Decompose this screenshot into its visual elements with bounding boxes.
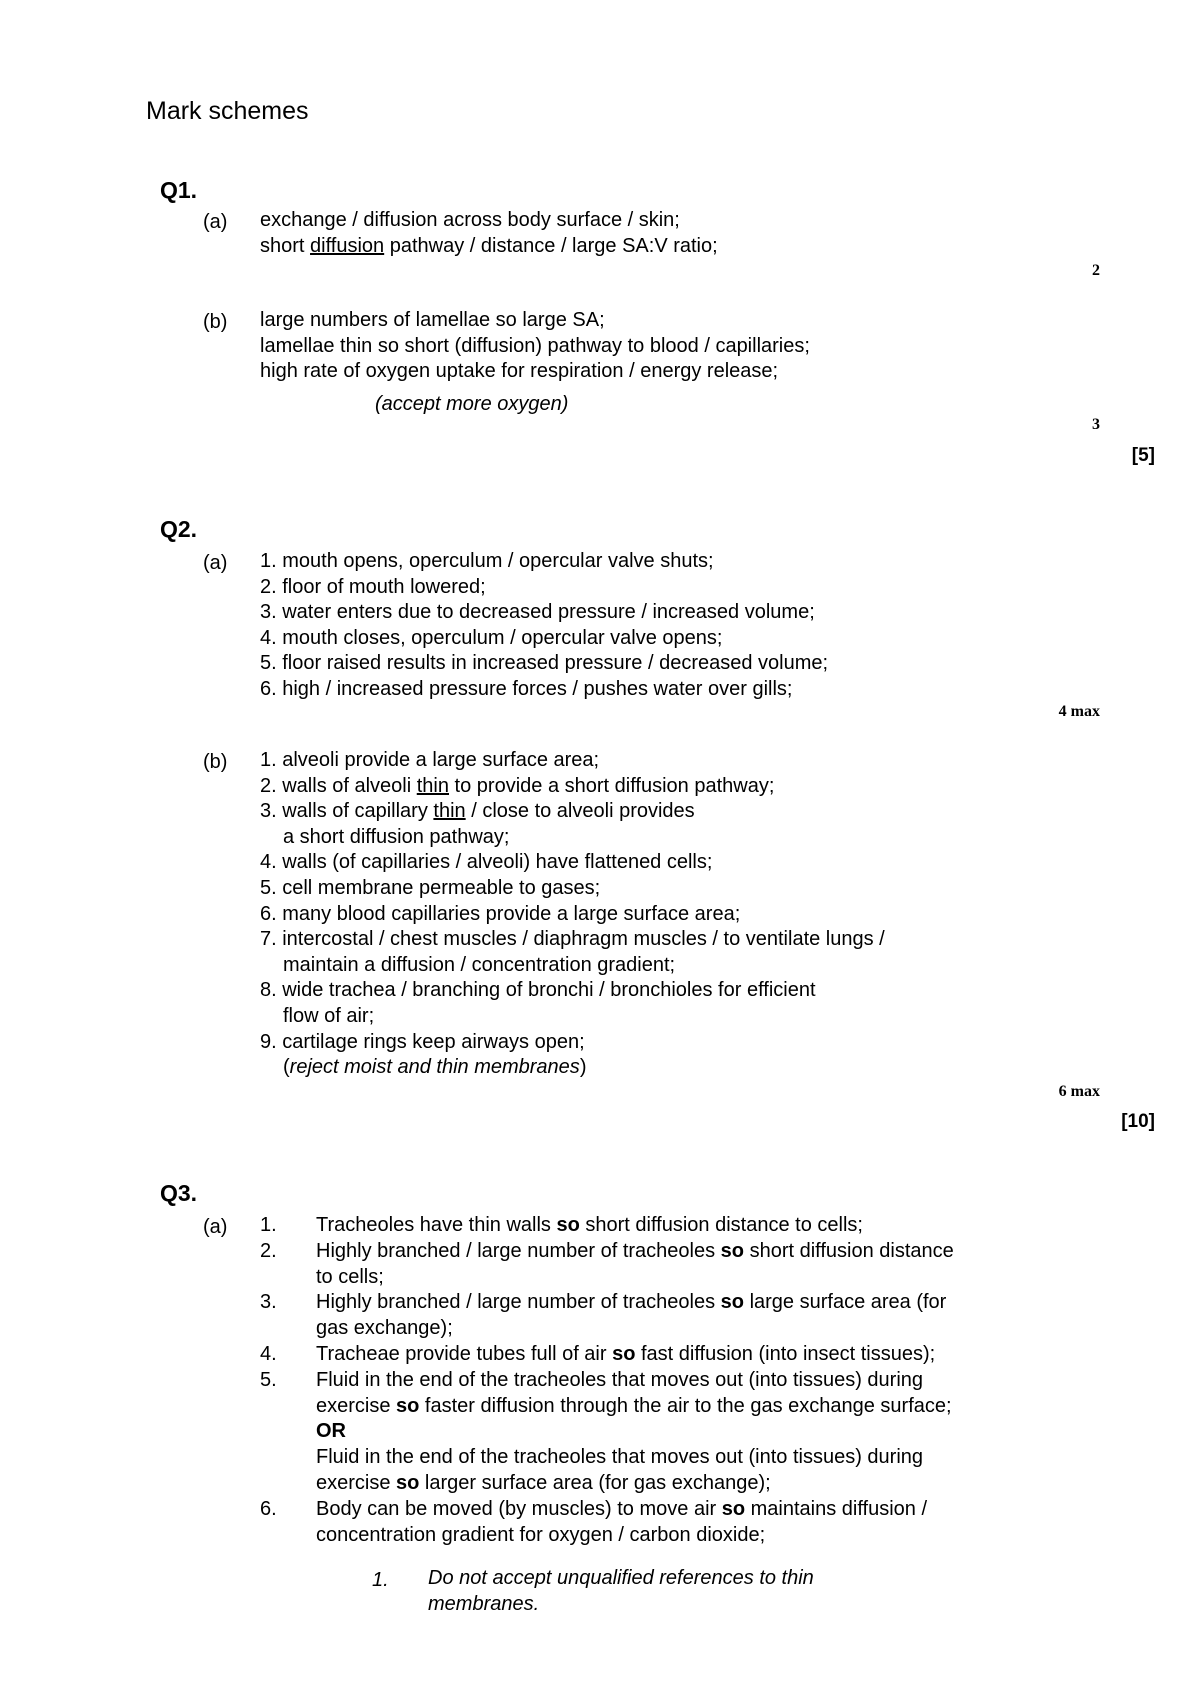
q1a-answer <box>260 208 718 259</box>
point-text: exercise <box>316 1471 397 1494</box>
q1b-answer <box>260 308 810 385</box>
q1b-line-2: lamellae thin so short (diffusion) pathway to blood / capillaries; <box>260 334 810 357</box>
q1a-line-1: exchange / diffusion across body surface / skin; <box>260 209 680 231</box>
q2b-point: 1. alveoli provide a large surface area; <box>260 749 600 771</box>
q2b-mark: 6 max <box>1058 1083 1100 1100</box>
or-keyword: OR <box>316 1420 346 1443</box>
so-keyword: so <box>612 1342 636 1365</box>
q3a-point-continuation <box>260 1471 1060 1497</box>
q1b-label: (b) <box>203 311 228 333</box>
point-text: Tracheae provide tubes full of air <box>316 1342 613 1365</box>
point-text: Highly branched / large number of tracheoles <box>316 1239 721 1262</box>
q2b-underlined-word: thin <box>416 774 449 797</box>
point-text: faster diffusion through the air to the gas exchange surface; <box>419 1394 952 1417</box>
q2b-point: 9. cartilage rings keep airways open; <box>260 1030 585 1053</box>
point-text: exercise <box>316 1394 397 1417</box>
q2a-point: 6. high / increased pressure forces / pushes water over gills; <box>260 677 793 700</box>
q3a-point <box>260 1213 1060 1239</box>
q3a-guidance-number: 1. <box>372 1569 389 1591</box>
point-text: Fluid in the end of the tracheoles that moves out (into tissues) during <box>316 1368 924 1391</box>
point-number: 2. <box>260 1239 277 1262</box>
q2-heading: Q2. <box>160 516 198 542</box>
q2a-answer <box>260 549 828 703</box>
q1b-line-1: large numbers of lamellae so large SA; <box>260 309 605 331</box>
so-keyword: so <box>721 1497 746 1520</box>
q2a-label: (a) <box>203 552 228 574</box>
q2-total: [10] <box>1121 1111 1155 1132</box>
point-text: Highly branched / large number of tracheoles <box>316 1291 721 1314</box>
q2b-point: 7. intercostal / chest muscles / diaphragm muscles / to ventilate lungs / <box>260 928 885 951</box>
q3a-point <box>260 1239 1060 1265</box>
q2b-note-open-paren: ( <box>283 1056 290 1079</box>
page-title: Mark schemes <box>146 97 309 125</box>
q3a-or-divider <box>260 1419 1060 1445</box>
guidance-line: Do not accept unqualified references to thin <box>428 1567 814 1589</box>
q2b-point-continuation: flow of air; <box>283 1004 375 1027</box>
q1a-label: (a) <box>203 211 228 233</box>
q2b-note-text: reject moist and thin membranes <box>289 1056 580 1079</box>
q1-heading: Q1. <box>160 177 198 203</box>
point-number: 4. <box>260 1342 277 1365</box>
point-text: Tracheoles have thin walls <box>316 1214 557 1236</box>
point-text: large surface area (for <box>744 1291 947 1314</box>
q2b-label: (b) <box>203 751 228 773</box>
point-text: short diffusion distance to cells; <box>579 1214 863 1236</box>
q2b-answer <box>260 748 885 1081</box>
q3a-answer <box>260 1213 1060 1548</box>
q2b-point-2-post: to provide a short diffusion pathway; <box>449 774 775 797</box>
point-text: Fluid in the end of the tracheoles that moves out (into tissues) during <box>316 1446 924 1469</box>
q3a-point <box>260 1497 1060 1523</box>
point-number: 5. <box>260 1368 277 1391</box>
q3a-point-continuation <box>260 1265 1060 1291</box>
q2b-point-3-pre: 3. walls of capillary <box>260 800 434 823</box>
q2b-point-continuation: a short diffusion pathway; <box>283 825 510 848</box>
q1a-mark: 2 <box>1092 262 1100 279</box>
q2b-point-continuation: maintain a diffusion / concentration gradient; <box>283 953 676 976</box>
q2b-point-2-pre: 2. walls of alveoli <box>260 774 417 797</box>
q1a-line-2-post: pathway / distance / large SA:V ratio; <box>384 234 718 257</box>
point-text: maintains diffusion / <box>745 1497 928 1520</box>
q2a-point: 2. floor of mouth lowered; <box>260 575 486 598</box>
point-text: fast diffusion (into insect tissues); <box>635 1342 936 1365</box>
q3a-label: (a) <box>203 1216 228 1238</box>
q1b-note: (accept more oxygen) <box>375 393 569 415</box>
so-keyword: so <box>720 1291 745 1314</box>
q3a-point <box>260 1290 1060 1316</box>
q3a-point-continuation <box>260 1316 1060 1342</box>
q2a-point: 3. water enters due to decreased pressure / increased volume; <box>260 601 815 624</box>
q3-heading: Q3. <box>160 1180 198 1206</box>
q2b-point: 6. many blood capillaries provide a large surface area; <box>260 902 741 925</box>
q3a-point <box>260 1342 1060 1368</box>
q3a-point-continuation <box>260 1523 1060 1549</box>
point-text: to cells; <box>316 1265 384 1288</box>
q3a-point <box>260 1368 1060 1394</box>
point-text: larger surface area (for gas exchange); <box>419 1471 771 1494</box>
point-number: 6. <box>260 1497 277 1520</box>
q2b-underlined-word: thin <box>433 800 466 823</box>
point-text: short diffusion distance <box>744 1239 954 1262</box>
point-number: 3. <box>260 1291 277 1314</box>
q2b-point <box>260 774 885 800</box>
q2b-point: 5. cell membrane permeable to gases; <box>260 876 601 899</box>
so-keyword: so <box>396 1394 420 1417</box>
so-keyword: so <box>720 1239 745 1262</box>
point-text: gas exchange); <box>316 1317 453 1340</box>
q2a-point: 1. mouth opens, operculum / opercular valve shuts; <box>260 550 714 572</box>
q3a-point-continuation <box>260 1445 1060 1471</box>
point-text: Body can be moved (by muscles) to move air <box>316 1497 722 1520</box>
so-keyword: so <box>556 1214 580 1236</box>
so-keyword: so <box>396 1471 420 1494</box>
q2b-point-3-post: / close to alveoli provides <box>465 800 695 823</box>
point-number: 1. <box>260 1214 277 1236</box>
q3a-point-continuation <box>260 1394 1060 1420</box>
q1-total: [5] <box>1131 445 1155 466</box>
q1a-line-2-pre: short <box>260 234 311 257</box>
q2a-mark: 4 max <box>1058 703 1100 720</box>
point-text: concentration gradient for oxygen / carbon dioxide; <box>316 1523 766 1546</box>
q2b-point: 4. walls (of capillaries / alveoli) have flattened cells; <box>260 851 713 874</box>
q1b-mark: 3 <box>1092 416 1100 433</box>
q1a-underlined-word: diffusion <box>310 234 385 257</box>
q2a-point: 4. mouth closes, operculum / opercular valve opens; <box>260 626 723 649</box>
q3a-guidance-note <box>428 1566 814 1617</box>
guidance-line: membranes. <box>428 1592 540 1615</box>
q1b-line-3: high rate of oxygen uptake for respiration / energy release; <box>260 360 779 383</box>
q1a-line-2 <box>260 234 718 260</box>
q2b-point: 8. wide trachea / branching of bronchi / bronchioles for efficient <box>260 979 816 1002</box>
q2b-note-close-paren: ) <box>579 1056 587 1079</box>
q2a-point: 5. floor raised results in increased pressure / decreased volume; <box>260 652 829 675</box>
q2b-point <box>260 799 885 825</box>
q2b-reject-note <box>260 1055 885 1081</box>
